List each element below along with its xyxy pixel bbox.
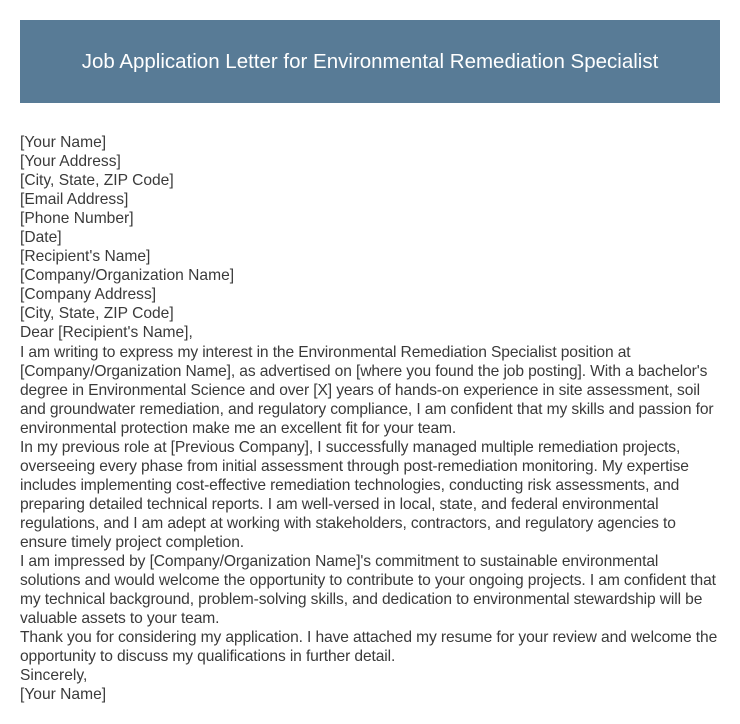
recipient-name: [Recipient's Name] xyxy=(20,248,151,266)
recipient-city-state-zip: [City, State, ZIP Code] xyxy=(20,305,174,323)
salutation: Dear [Recipient's Name], xyxy=(20,324,193,342)
letter-body xyxy=(20,133,722,704)
paragraph-experience: In my previous role at [Previous Company], I successfully managed multiple remediation projects, overseeing every phase from initial assessment through post-remediation monitoring. My expertise includes implementing cost-effective remediation technologies, conducting risk assessments, and preparing detailed technical reports. I am well-versed in local, state, and federal environmental regulations, and I am adept at working with stakeholders, contractors, and regulatory agencies to ensure timely project completion. xyxy=(20,438,689,551)
sender-phone: [Phone Number] xyxy=(20,210,134,228)
sender-city-state-zip: [City, State, ZIP Code] xyxy=(20,172,174,190)
sender-email: [Email Address] xyxy=(20,191,129,209)
recipient-block xyxy=(20,247,722,323)
sender-name: [Your Name] xyxy=(20,134,107,151)
page-title: Job Application Letter for Environmental Remediation Specialist xyxy=(81,49,659,73)
paragraph-intro: I am writing to express my interest in the Environmental Remediation Specialist position at [Company/Organization Name], as advertised on [where you found the job posting]. With a bachelor's degree in Environmental Science and over [X] years of hands-on experience in site assessment, soil and groundwater remediation, and regulatory compliance, I am confident that my skills and passion for environmental protection make me an excellent fit for your team. xyxy=(20,343,714,437)
recipient-company: [Company/Organization Name] xyxy=(20,267,235,285)
letter-date: [Date] xyxy=(20,229,62,247)
signature: [Your Name] xyxy=(20,686,107,704)
page-header xyxy=(20,20,720,103)
closing: Sincerely, xyxy=(20,667,88,685)
paragraph-motivation: I am impressed by [Company/Organization Name]'s commitment to sustainable environmental solutions and would welcome the opportunity to contribute to your ongoing projects. I am confident that my technical background, problem-solving skills, and dedication to environmental stewardship will be valuable assets to your team. xyxy=(20,553,716,628)
sender-block xyxy=(20,133,722,228)
sender-address: [Your Address] xyxy=(20,153,121,171)
recipient-company-address: [Company Address] xyxy=(20,286,157,304)
paragraph-closing: Thank you for considering my application. I have attached my resume for your review and welcome the opportunity to discuss my qualifications in further detail. xyxy=(20,629,718,666)
